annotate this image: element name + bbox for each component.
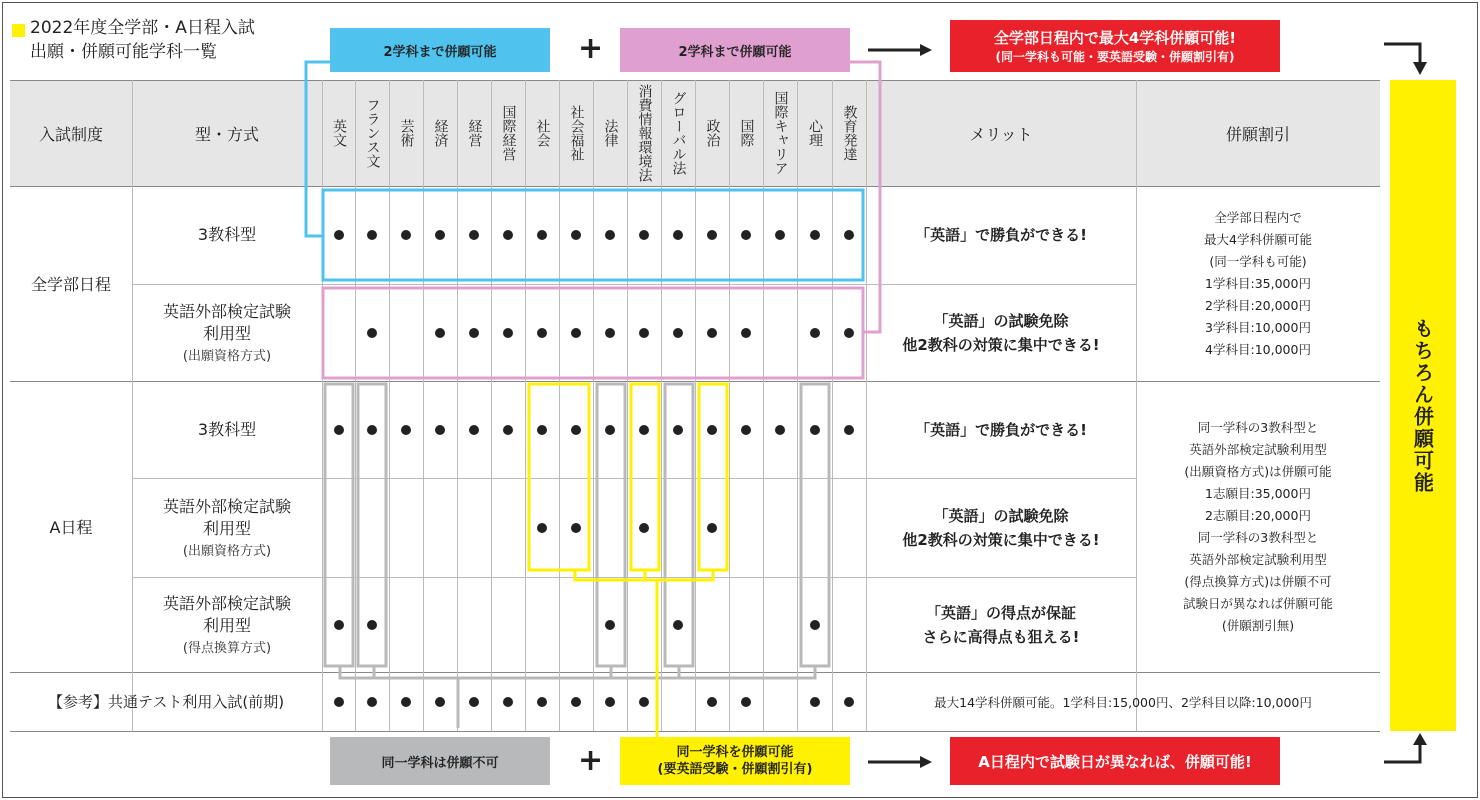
header-system: 入試制度 — [38, 124, 103, 144]
discount-line: 最大4学科併願可能 — [1204, 231, 1312, 247]
discount-line: (同一学科も可能) — [1209, 253, 1307, 269]
discount-a-schedule — [1136, 381, 1380, 672]
grid-line — [10, 731, 1380, 732]
availability-dot — [537, 425, 547, 435]
availability-dot — [435, 697, 445, 707]
subject-name: 法律 — [602, 119, 619, 147]
header-merit: メリット — [969, 124, 1033, 144]
availability-dot — [741, 697, 751, 707]
availability-dot — [605, 230, 615, 240]
grid-line — [832, 672, 833, 731]
availability-dot — [673, 425, 683, 435]
discount-line: 3学科目:10,000円 — [1205, 319, 1311, 335]
grid-line — [457, 672, 458, 731]
grid-line — [729, 80, 730, 672]
availability-dot — [435, 328, 445, 338]
grid-line — [661, 672, 662, 731]
availability-dot — [571, 425, 581, 435]
subject-header — [661, 80, 695, 186]
discount-line: 4学科目:10,000円 — [1205, 341, 1311, 357]
grid-line — [797, 672, 798, 731]
subject-header — [797, 80, 832, 186]
plus-sign-top: + — [578, 31, 604, 66]
grid-line — [627, 80, 628, 672]
grid-line — [457, 80, 458, 672]
subject-header — [389, 80, 423, 186]
subject-name: 国際経営 — [500, 105, 517, 161]
availability-dot — [707, 523, 717, 533]
availability-dot — [673, 230, 683, 240]
grid-line — [491, 80, 492, 672]
availability-dot — [367, 697, 377, 707]
availability-dot — [435, 425, 445, 435]
type-cell — [132, 284, 322, 381]
availability-dot — [810, 230, 820, 240]
title-line-2: 出願・併願可能学科一覧 — [30, 42, 217, 62]
availability-dot — [741, 328, 751, 338]
group-a-schedule: A日程 — [49, 518, 93, 537]
subject-name: フランス文 — [364, 98, 381, 168]
availability-dot — [537, 230, 547, 240]
availability-dot — [673, 328, 683, 338]
availability-dot — [334, 697, 344, 707]
subject-header — [457, 80, 491, 186]
grid-line — [423, 80, 424, 672]
arrow-down-icon — [1384, 44, 1427, 75]
grid-line — [695, 80, 696, 672]
subject-name: 政治 — [704, 119, 721, 147]
grid-line — [593, 672, 594, 731]
red-banner-sub: (同一学科も可能・要英語受験・併願割引有) — [995, 50, 1235, 64]
subject-name: 芸術 — [398, 119, 415, 147]
availability-dot — [707, 425, 717, 435]
type-cell — [132, 186, 322, 284]
availability-dot — [571, 697, 581, 707]
subject-name: 国際キャリア — [772, 91, 789, 175]
availability-dot — [367, 230, 377, 240]
subject-name: 社会福祉 — [568, 105, 585, 161]
availability-dot — [844, 425, 854, 435]
arrow-right-icon-top — [868, 44, 932, 56]
header-type: 型・方式 — [194, 124, 259, 144]
grid-line — [763, 672, 764, 731]
subject-header — [593, 80, 627, 186]
subject-header — [525, 80, 559, 186]
discount-line: 1学科目:35,000円 — [1205, 275, 1311, 291]
subject-name: 国際 — [738, 119, 755, 147]
type-main: 英語外部検定試験 利用型 — [162, 302, 291, 343]
availability-dot — [844, 230, 854, 240]
blue-tag: 2学科まで併願可能 — [330, 28, 550, 72]
pink-tag: 2学科まで併願可能 — [620, 28, 850, 72]
availability-dot — [639, 230, 649, 240]
subject-name: 社会 — [534, 119, 551, 147]
reference-merit-cell: 最大14学科併願可能。1学科目:15,000円、2学科目以降:10,000円 — [934, 694, 1312, 710]
yellow-tag-line-2: (要英語受験・併願割引有) — [657, 762, 813, 777]
header-discount: 併願割引 — [1225, 124, 1290, 144]
type-cell — [132, 577, 322, 672]
availability-dot — [844, 697, 854, 707]
availability-dot — [605, 620, 615, 630]
availability-dot — [639, 328, 649, 338]
subject-header — [832, 80, 866, 186]
availability-dot — [605, 697, 615, 707]
grid-line — [525, 80, 526, 672]
subject-header — [729, 80, 763, 186]
availability-dot — [367, 425, 377, 435]
subject-header — [559, 80, 593, 186]
type-main: 英語外部検定試験 利用型 — [162, 594, 291, 635]
grid-line — [729, 672, 730, 731]
subject-name: 経営 — [466, 119, 483, 147]
discount-line: 同一学科の3教科型と — [1197, 419, 1319, 435]
red-banner-bottom: A日程内で試験日が異なれば、併願可能! — [950, 737, 1280, 785]
availability-dot — [741, 230, 751, 240]
availability-dot — [334, 230, 344, 240]
merit-cell: 「英語」の試験免除 他2教科の対策に集中できる! — [902, 311, 1100, 354]
availability-dot — [810, 697, 820, 707]
grid-line — [525, 672, 526, 731]
availability-dot — [605, 425, 615, 435]
reference-type-cell: 【参考】共通テスト利用入試(前期) — [47, 693, 285, 711]
merit-cell: 「英語」の得点が保証 さらに高得点も狙える! — [922, 603, 1080, 646]
discount-line: (併願割引無) — [1221, 617, 1295, 633]
type-main: 3教科型 — [197, 225, 257, 244]
availability-dot — [469, 425, 479, 435]
grid-line — [389, 672, 390, 731]
discount-line: 1志願目:35,000円 — [1205, 485, 1311, 501]
availability-dot — [401, 697, 411, 707]
arrow-up-icon — [1384, 733, 1427, 762]
discount-line: 英語外部検定試験利用型 — [1189, 441, 1327, 457]
group-all-faculty: 全学部日程 — [30, 275, 111, 294]
subject-header — [695, 80, 729, 186]
availability-dot — [571, 523, 581, 533]
availability-dot — [469, 230, 479, 240]
subject-header — [322, 80, 355, 186]
availability-dot — [707, 230, 717, 240]
discount-line: 試験日が異なれば併願可能 — [1182, 595, 1333, 611]
gray-tag: 同一学科は併願不可 — [330, 737, 550, 785]
availability-dot — [639, 697, 649, 707]
availability-dot — [810, 620, 820, 630]
availability-dot — [537, 328, 547, 338]
availability-dot — [571, 328, 581, 338]
merit-cell: 「英語」で勝負ができる! — [915, 420, 1087, 439]
grid-line — [559, 672, 560, 731]
subject-name: 教育発達 — [841, 105, 858, 161]
title-line-1: 2022年度全学部・A日程入試 — [30, 18, 255, 38]
availability-dot — [810, 328, 820, 338]
grid-line — [491, 672, 492, 731]
availability-dot — [673, 620, 683, 630]
red-banner-main: 全学部日程内で最大4学科併願可能! — [993, 29, 1237, 47]
subject-header — [355, 80, 389, 186]
subject-header — [627, 80, 661, 186]
type-sub: (出願資格方式) — [182, 349, 272, 364]
discount-line: 2志願目:20,000円 — [1205, 507, 1311, 523]
discount-line: (得点換算方式)は併願不可 — [1184, 573, 1332, 589]
availability-dot — [844, 328, 854, 338]
availability-dot — [537, 697, 547, 707]
subject-header — [423, 80, 457, 186]
availability-dot — [571, 230, 581, 240]
grid-line — [695, 672, 696, 731]
subject-header — [491, 80, 525, 186]
availability-dot — [503, 230, 513, 240]
grid-line — [355, 672, 356, 731]
subject-name: 英文 — [331, 119, 347, 147]
discount-line: 2学科目:20,000円 — [1205, 297, 1311, 313]
availability-dot — [334, 620, 344, 630]
availability-dot — [469, 328, 479, 338]
availability-dot — [367, 620, 377, 630]
availability-dot — [605, 328, 615, 338]
availability-dot — [707, 328, 717, 338]
type-main: 英語外部検定試験 利用型 — [162, 497, 291, 538]
merit-cell: 「英語」の試験免除 他2教科の対策に集中できる! — [902, 506, 1100, 549]
grid-line — [832, 80, 833, 672]
grid-line — [389, 80, 390, 672]
availability-dot — [810, 425, 820, 435]
availability-dot — [367, 328, 377, 338]
discount-line: 英語外部検定試験利用型 — [1189, 551, 1327, 567]
discount-line: 全学部日程内で — [1214, 209, 1302, 225]
subject-header — [763, 80, 797, 186]
grid-line — [322, 80, 323, 731]
availability-dot — [401, 425, 411, 435]
grid-line — [627, 672, 628, 731]
availability-dot — [435, 230, 445, 240]
availability-dot — [775, 230, 785, 240]
availability-dot — [775, 425, 785, 435]
discount-line: 同一学科の3教科型と — [1197, 529, 1319, 545]
subject-name: 心理 — [807, 119, 823, 147]
merit-cell: 「英語」で勝負ができる! — [915, 226, 1087, 244]
type-sub: (得点換算方式) — [182, 641, 272, 656]
subject-name: 経済 — [432, 119, 449, 147]
availability-dot — [707, 697, 717, 707]
yellow-tag-line-1: 同一学科を併願可能 — [676, 745, 794, 760]
availability-dot — [639, 425, 649, 435]
availability-dot — [334, 425, 344, 435]
availability-dot — [503, 328, 513, 338]
grid-line — [593, 80, 594, 672]
grid-line — [797, 80, 798, 672]
side-label: もちろん併願可能 — [1410, 317, 1435, 494]
availability-dot — [401, 230, 411, 240]
discount-all-faculty — [1136, 186, 1380, 381]
grid-line — [423, 672, 424, 731]
subject-name: グローバル法 — [670, 91, 687, 175]
type-cell — [132, 478, 322, 577]
type-main: 3教科型 — [197, 419, 257, 439]
grid-line — [661, 80, 662, 672]
type-sub: (出願資格方式) — [182, 544, 272, 559]
type-cell — [132, 381, 322, 478]
availability-dot — [639, 523, 649, 533]
availability-dot — [741, 425, 751, 435]
availability-dot — [469, 697, 479, 707]
plus-sign-bottom: + — [578, 743, 604, 778]
subject-name: 消費情報環境法 — [636, 84, 653, 182]
discount-line: (出願資格方式)は併願可能 — [1184, 463, 1332, 479]
grid-line — [355, 80, 356, 672]
availability-dot — [503, 697, 513, 707]
availability-dot — [537, 523, 547, 533]
grid-line — [559, 80, 560, 672]
availability-dot — [503, 425, 513, 435]
grid-line — [763, 80, 764, 672]
arrow-right-icon-bottom — [868, 756, 932, 768]
